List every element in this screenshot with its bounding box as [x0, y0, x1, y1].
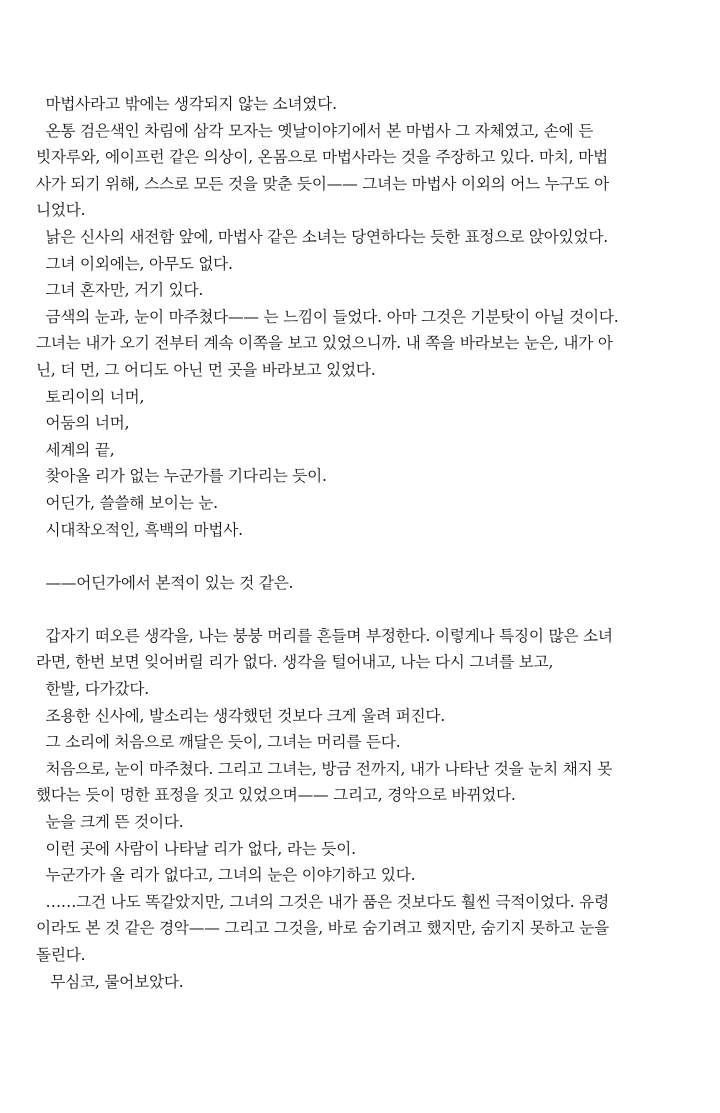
- text-line: 무심코, 물어보았다.: [36, 972, 184, 991]
- text-line: 그녀는 내가 오기 전부터 계속 이쪽을 보고 있었으니까. 내 쪽을 바라보는 눈은, 내가 아: [36, 334, 613, 353]
- text-line: ——어딘가에서 본적이 있는 것 같은.: [36, 573, 294, 592]
- text-line: 그녀 이외에는, 아무도 없다.: [36, 254, 233, 273]
- text-line: 마법사라고 밖에는 생각되지 않는 소녀였다.: [36, 95, 337, 113]
- text-line: 세계의 끝,: [36, 440, 115, 459]
- blank-line: [36, 543, 706, 570]
- text-line: 눈을 크게 뜬 것이다.: [36, 813, 184, 832]
- body-text: [36, 91, 706, 995]
- text-line: 한발, 다가갔다.: [36, 680, 149, 699]
- text-line: 라면, 한번 보면 잊어버릴 리가 없다. 생각을 털어내고, 나는 다시 그녀를 보고,: [36, 653, 554, 672]
- text-line: 금색의 눈과, 눈이 마주쳤다—— 는 느낌이 들었다. 아마 그것은 기분탓이 아닐 것이다.: [36, 307, 619, 326]
- text-line: 시대착오적인, 흑백의 마법사.: [36, 520, 243, 539]
- text-line: 사가 되기 위해, 스스로 모든 것을 맞춘 듯이—— 그녀는 마법사 이외의 어느 누구도 아: [36, 174, 610, 193]
- text-line: 처음으로, 눈이 마주쳤다. 그리고 그녀는, 방금 전까지, 내가 나타난 것을 눈치 채지 못: [36, 759, 613, 778]
- text-line: 찾아올 리가 없는 누군가를 기다리는 듯이.: [36, 467, 327, 486]
- text-line: 그 소리에 처음으로 깨달은 듯이, 그녀는 머리를 든다.: [36, 733, 401, 752]
- text-line: 그녀 혼자만, 거기 있다.: [36, 281, 204, 300]
- text-line: 누군가가 올 리가 없다고, 그녀의 눈은 이야기하고 있다.: [36, 866, 416, 885]
- text-line: 낡은 신사의 새전함 앞에, 마법사 같은 소녀는 당연하다는 듯한 표정으로 앉아있었다.: [36, 227, 608, 246]
- blank-line: [36, 596, 706, 623]
- text-line: 조용한 신사에, 발소리는 생각했던 것보다 크게 울려 퍼진다.: [36, 706, 446, 725]
- text-line: 어둠의 너머,: [36, 414, 130, 433]
- text-line: 니었다.: [36, 201, 86, 220]
- text-line: 이런 곳에 사람이 나타날 리가 없다, 라는 듯이.: [36, 839, 356, 858]
- text-line: 돌린다.: [36, 946, 86, 964]
- text-line: 토리이의 너머,: [36, 387, 145, 406]
- text-line: 빗자루와, 에이프런 같은 의상이, 온몸으로 마법사라는 것을 주장하고 있다. 마치, 마법: [36, 148, 608, 167]
- text-line: 갑자기 떠오른 생각을, 나는 붕붕 머리를 흔들며 부정한다. 이렇게나 특징이 많은 소녀: [36, 626, 613, 645]
- text-line: 온통 검은색인 차림에 삼각 모자는 옛날이야기에서 본 마법사 그 자체였고, 손에 든: [36, 121, 594, 140]
- text-line: 어딘가, 쓸쓸해 보이는 눈.: [36, 493, 218, 512]
- text-line: 이라도 본 것 같은 경악—— 그리고 그것을, 바로 숨기려고 했지만, 숨기지 못하고 눈을: [36, 919, 610, 938]
- text-line: 했다는 듯이 멍한 표정을 짓고 있었으며—— 그리고, 경악으로 바뀌었다.: [36, 786, 516, 805]
- text-line: 닌, 더 먼, 그 어디도 아닌 먼 곳을 바라보고 있었다.: [36, 360, 376, 379]
- text-line: ……그건 나도 똑같았지만, 그녀의 그것은 내가 품은 것보다도 훨씬 극적이었다. 유령: [36, 892, 610, 911]
